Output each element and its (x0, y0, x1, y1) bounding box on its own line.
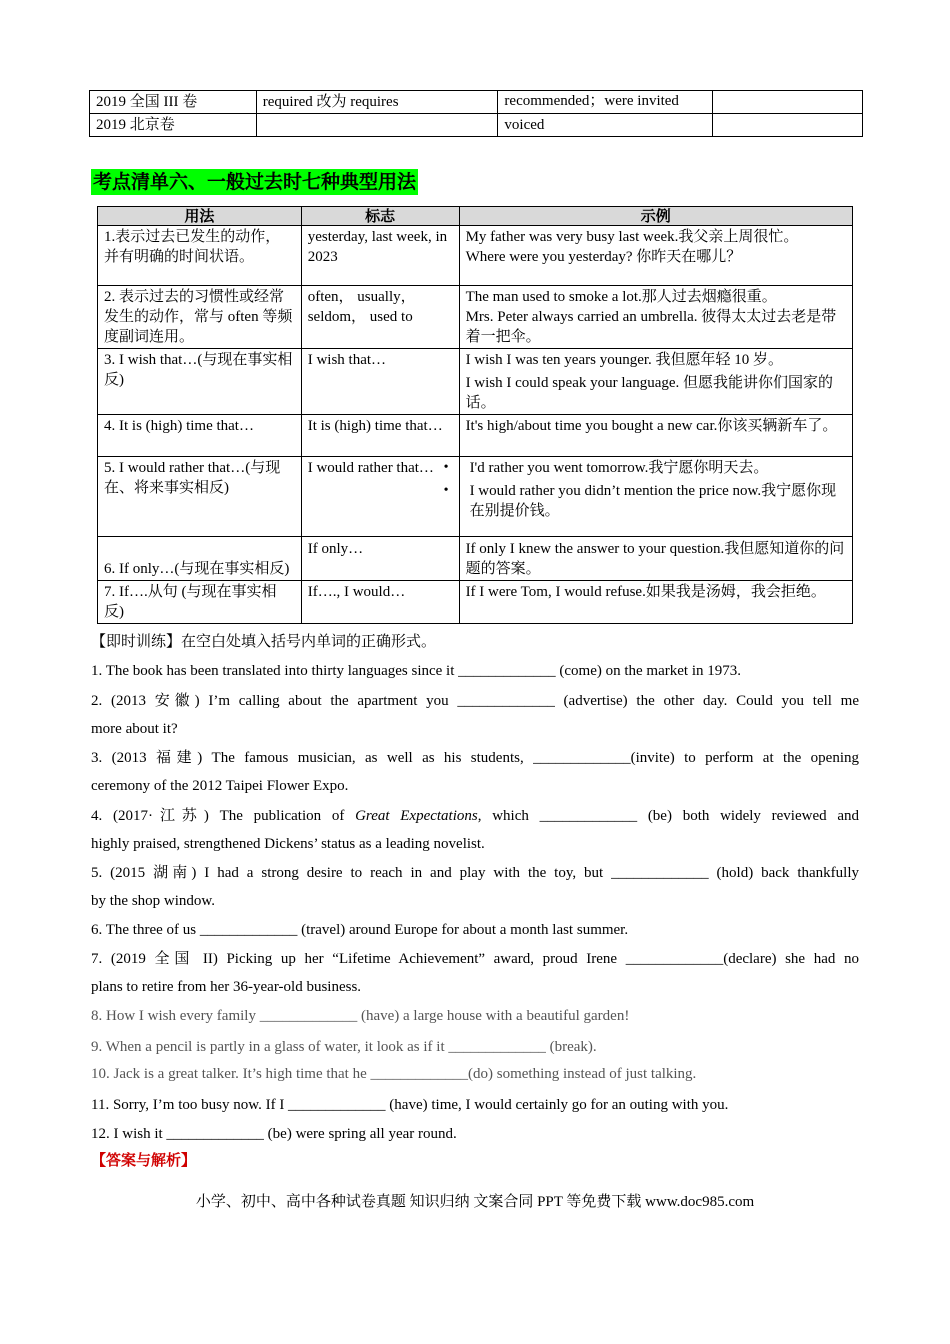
marker-cell: often， usually， seldom， used to (301, 286, 459, 349)
example-line: My father was very busy last week.我父亲上周很忙。 (465, 229, 799, 245)
usage-cell: 2. 表示过去的习惯性或经常发生的动作，常与 often 等频度副词连用。 (98, 286, 302, 349)
example-line: I wish I could speak your language. 但愿我能讲你们国家的话。 (465, 375, 834, 411)
table-row (98, 226, 853, 286)
examples-cell (459, 226, 852, 286)
practice-line (91, 806, 859, 826)
column-header: 用法 (98, 207, 302, 226)
usage-cell: 4. It is (high) time that… (98, 415, 302, 457)
column-header: 示例 (459, 207, 852, 226)
table-row (98, 286, 853, 349)
examples-cell (459, 286, 852, 349)
practice-line: ceremony of the 2012 Taipei Flower Expo. (91, 778, 349, 794)
table-row (98, 537, 853, 581)
usage-cell: 6. If only…(与现在事实相反) (98, 537, 302, 581)
section-title: 考点清单六、一般过去时七种典型用法 (93, 171, 417, 193)
example-line: • I would rather you didn’t mention the price now.我宁愿你现在别提价钱。 (466, 481, 846, 521)
example-line: Mrs. Peter always carried an umbrella. 彼得太太过去老是带着一把伞。 (465, 309, 837, 345)
example-line: I wish I was ten years younger. 我但愿年轻 10 岁。 (465, 352, 784, 368)
examples-cell (459, 457, 852, 537)
example-line: Where were you yesterday? 你昨天在哪儿？ (465, 249, 742, 265)
table-cell: recommended；were invited (498, 91, 713, 114)
table-row (98, 349, 853, 415)
practice-line: more about it? (91, 721, 178, 737)
usage-table (97, 206, 853, 624)
table-cell (713, 114, 863, 137)
practice-line: highly praised, strengthened Dickens’ status as a leading novelist. (91, 836, 485, 852)
examples-cell (459, 415, 852, 457)
practice-line: by the shop window. (91, 893, 216, 909)
practice-line: plans to retire from her 36-year-old business. (91, 979, 362, 995)
examples-cell (459, 349, 852, 415)
table-cell (713, 91, 863, 114)
table-header-row (98, 207, 853, 226)
practice-line: 2. (2013 安徽) I’m calling about the apartment you _____________ (advertise) the other day. Could you tell me (91, 693, 859, 709)
usage-cell: 1.表示过去已发生的动作，并有明确的时间状语。 (98, 226, 302, 286)
table-row (98, 415, 853, 457)
marker-cell: If only… (301, 537, 459, 581)
practice-line: 10. Jack is a great talker. It’s high time that he _____________(do) something instead of just talking. (91, 1066, 697, 1082)
practice-line: 8. How I wish every family _____________ (have) a large house with a beautiful garden! (91, 1008, 630, 1024)
table-cell: required 改为 requires (256, 91, 498, 114)
practice-text: 4. (2017·江苏) The publication of (91, 808, 345, 824)
practice-line: 7. (2019 全国 II) Picking up her “Lifetime Achievement” award, proud Irene _____________(declare) she had no (91, 951, 859, 967)
example-line: If I were Tom, I would refuse.如果我是汤姆，我会拒绝。 (465, 584, 826, 600)
examples-cell (459, 581, 852, 624)
practice-line: 5. (2015 湖南) I had a strong desire to reach in and play with the toy, but _____________ (hold) back thankfully (91, 865, 859, 881)
practice-line: 3. (2013 福建) The famous musician, as well as his students, _____________(invite) to perform at the opening (91, 750, 859, 766)
example-line: It's high/about time you bought a new car.你该买辆新车了。 (465, 418, 838, 434)
usage-cell: 5. I would rather that…(与现在、将来事实相反) (98, 457, 302, 537)
answer-heading: 【答案与解析】 (91, 1151, 197, 1169)
page-footer: 小学、初中、高中各种试卷真题 知识归纳 文案合同 PPT 等免费下载 www.doc985.com (195, 1194, 755, 1210)
table-row (98, 581, 853, 624)
practice-line: 9. When a pencil is partly in a glass of water, it look as if it _____________ (break). (91, 1039, 597, 1055)
usage-cell: 7. If….从句 (与现在事实相反) (98, 581, 302, 624)
column-header: 标志 (301, 207, 459, 226)
examples-cell (459, 537, 852, 581)
marker-cell: yesterday, last week, in 2023 (301, 226, 459, 286)
practice-text: , which _____________ (be) both widely reviewed and (477, 808, 859, 824)
marker-cell: I wish that… (301, 349, 459, 415)
example-line: • I'd rather you went tomorrow.我宁愿你明天去。 (466, 458, 846, 478)
marker-cell: I would rather that… (301, 457, 459, 537)
practice-line: 6. The three of us _____________ (travel) around Europe for about a month last summer. (91, 922, 629, 938)
table-cell (256, 114, 498, 137)
practice-line: 11. Sorry, I’m too busy now. If I _____________ (have) time, I would certainly go for an outing with you. (91, 1097, 729, 1113)
example-line: If only I knew the answer to your question.我但愿知道你的问题的答案。 (465, 541, 845, 577)
table-row (90, 114, 863, 137)
top-table (89, 90, 863, 137)
table-cell: 2019 全国 III 卷 (90, 91, 257, 114)
example-line: The man used to smoke a lot.那人过去烟瘾很重。 (465, 289, 777, 305)
usage-cell: 3. I wish that…(与现在事实相反) (98, 349, 302, 415)
practice-line: 12. I wish it _____________ (be) were spring all year round. (91, 1126, 457, 1142)
table-row (98, 457, 853, 537)
table-cell: 2019 北京卷 (90, 114, 257, 137)
book-title: Great Expectations (355, 808, 478, 824)
practice-line: 1. The book has been translated into thirty languages since it _____________ (come) on the market in 1973. (91, 663, 741, 679)
marker-cell: It is (high) time that… (301, 415, 459, 457)
table-cell: voiced (498, 114, 713, 137)
table-row (90, 91, 863, 114)
marker-cell: If…., I would… (301, 581, 459, 624)
practice-heading: 【即时训练】在空白处填入括号内单词的正确形式。 (91, 634, 437, 650)
